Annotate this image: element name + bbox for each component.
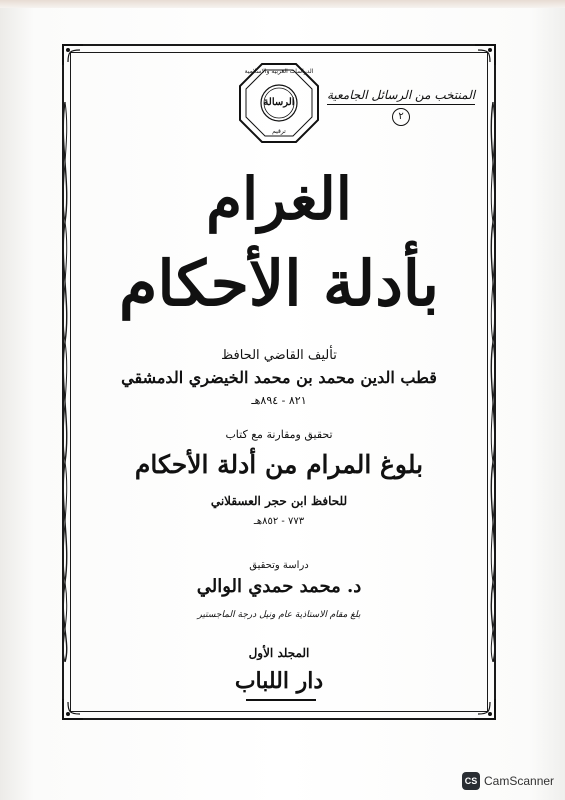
- title-page-content: [76, 58, 482, 706]
- editor-label: دراسة وتحقيق: [249, 560, 309, 571]
- series-title: المنتخب من الرسائل الجامعية: [327, 88, 475, 105]
- author-label: تأليف القاضي الحافظ: [221, 348, 337, 363]
- thesis-note: بلغ مقام الاستاذية عام ونيل درجة الماجستير: [197, 610, 361, 620]
- scan-edge: [0, 0, 565, 8]
- publisher-underline: [246, 699, 316, 701]
- series-block: [326, 84, 476, 126]
- camscanner-watermark: [462, 770, 562, 792]
- editor-name: د. محمد حمدي الوالي: [196, 576, 362, 597]
- compared-book-author: للحافظ ابن حجر العسقلاني: [210, 494, 348, 508]
- compared-book-title: بلوغ المرام من أدلة الأحكام: [134, 450, 424, 479]
- seal-text-bottom: ترقيم: [272, 128, 286, 135]
- publisher-seal: [238, 62, 320, 144]
- right-border-ornament: [487, 102, 499, 662]
- camscanner-label: CamScanner: [484, 774, 555, 788]
- author-dates: ٨٢١ - ٨٩٤هـ: [251, 394, 307, 407]
- compared-book-dates: ٧٧٣ - ٨٥٢هـ: [253, 516, 305, 527]
- seal-text-center: الرسالة: [263, 97, 295, 108]
- left-border-ornament: [59, 102, 71, 662]
- volume-label: المجلد الأول: [248, 646, 310, 660]
- book-title-line1: الغرام: [206, 165, 352, 233]
- study-label: تحقيق ومقارنة مع كتاب: [225, 428, 333, 441]
- series-number: ٢: [392, 108, 410, 126]
- camscanner-logo-icon: CS: [462, 772, 480, 790]
- author-name: قطب الدين محمد بن محمد الخيضري الدمشقي: [121, 368, 437, 387]
- publisher-name: دار اللباب: [234, 668, 324, 694]
- book-title-line2: بأدلة الأحكام: [119, 247, 439, 320]
- seal-text-top: الدراسات العربية والاسلامية: [244, 68, 314, 75]
